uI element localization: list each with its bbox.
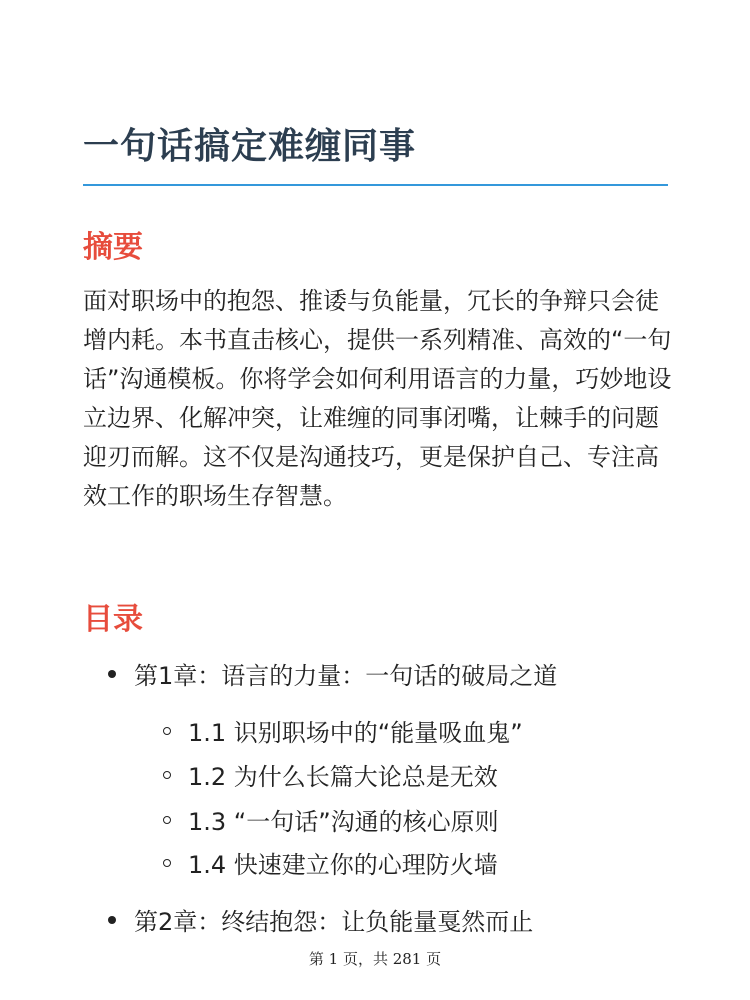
toc-chapter-2 [108, 905, 533, 939]
document-title: 一句话搞定难缠同事 [83, 126, 417, 167]
toc-chapter-label: 第1章：语言的力量：一句话的破局之道 [134, 662, 558, 690]
toc-section-label: 1.2 为什么长篇大论总是无效 [188, 763, 498, 791]
hollow-bullet-icon [163, 771, 171, 779]
toc-chapter-1 [108, 659, 557, 693]
filled-bullet-icon [108, 916, 116, 924]
hollow-bullet-icon [163, 816, 171, 824]
toc-section-1-1 [163, 716, 523, 750]
title-divider [83, 184, 668, 186]
toc-section-label: 1.1 识别职场中的“能量吸血鬼” [188, 719, 523, 747]
toc-section-label: 1.4 快速建立你的心理防火墙 [188, 851, 498, 879]
toc-section-1-2 [163, 760, 498, 794]
abstract-heading: 摘要 [83, 230, 143, 265]
toc-section-label: 1.3 “一句话”沟通的核心原则 [188, 808, 499, 836]
page-footer: 第 1 页，共 281 页 [308, 950, 442, 968]
toc-heading: 目录 [83, 602, 143, 637]
toc-chapter-label: 第2章：终结抱怨：让负能量戛然而止 [134, 908, 534, 936]
toc-section-1-3 [163, 805, 499, 839]
toc-section-1-4 [163, 848, 498, 882]
hollow-bullet-icon [163, 859, 171, 867]
hollow-bullet-icon [163, 727, 171, 735]
abstract-body: 面对职场中的抱怨、推诿与负能量，冗长的争辩只会徒增内耗。本书直击核心，提供一系列精准、高效的“一句话”沟通模板。你将学会如何利用语言的力量，巧妙地设立边界、化解冲突，让难缠的同事闭嘴，让棘手的问题迎刃而解。这不仅是沟通技巧，更是保护自己、专注高效工作的职场生存智慧。 [83, 287, 672, 510]
filled-bullet-icon [108, 670, 116, 678]
